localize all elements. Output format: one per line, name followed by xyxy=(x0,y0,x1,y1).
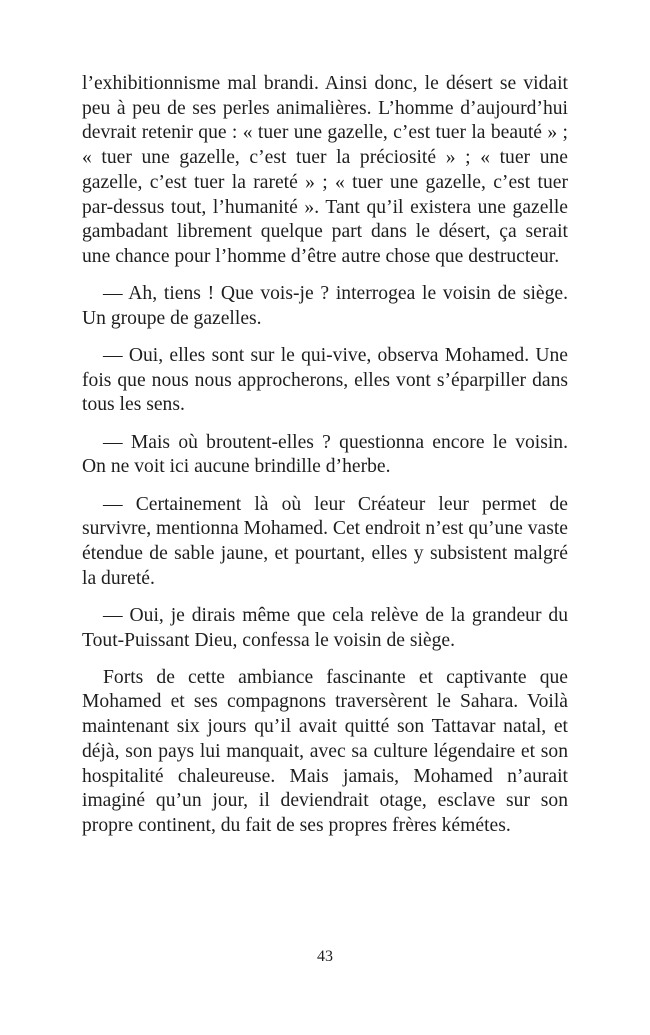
dialogue-paragraph: — Oui, elles sont sur le qui-vive, observa Mohamed. Une fois que nous nous approcherons, elles vont s’éparpiller dans tous les sens. xyxy=(82,345,568,416)
page-number: 43 xyxy=(317,948,333,965)
narrative-paragraph: Forts de cette ambiance fascinante et captivante que Mohamed et ses compagnons traversèrent le Sahara. Voilà maintenant six jours qu’il avait quitté son Tattavar natal, et déjà, son pays lui manquait, avec sa culture légendaire et son hospitalité chaleureuse. Mais jamais, Mohamed n’aurait imaginé qu’un jour, il deviendrait otage, esclave sur son propre continent, du fait de ses propres frères kémétes. xyxy=(82,666,568,836)
dialogue-paragraph: — Mais où broutent-elles ? questionna encore le voisin. On ne voit ici aucune brindille d’herbe. xyxy=(82,431,568,478)
page-body xyxy=(82,72,568,851)
paragraph-continuation: l’exhibitionnisme mal brandi. Ainsi donc, le désert se vidait peu à peu de ses perles animalières. L’homme d’aujourd’hui devrait retenir que : « tuer une gazelle, c’est tuer la beauté » ; « tuer une gazelle, c’est tuer la préciosité » ; « tuer une gazelle, c’est tuer la rareté » ; « tuer une gazelle, c’est tuer par-dessus tout, l’humanité ». Tant qu’il existera une gazelle gambadant librement quelque part dans le désert, ça serait une chance pour l’homme d’être autre chose que destructeur. xyxy=(82,73,568,267)
dialogue-paragraph: — Ah, tiens ! Que vois-je ? interrogea le voisin de siège. Un groupe de gazelles. xyxy=(82,283,568,329)
dialogue-paragraph: — Oui, je dirais même que cela relève de la grandeur du Tout-Puissant Dieu, confessa le voisin de siège. xyxy=(82,604,568,651)
dialogue-paragraph: — Certainement là où leur Créateur leur permet de survivre, mentionna Mohamed. Cet endroit n’est qu’une vaste étendue de sable jaune, et pourtant, elles y subsistent malgré la dureté. xyxy=(82,493,568,589)
